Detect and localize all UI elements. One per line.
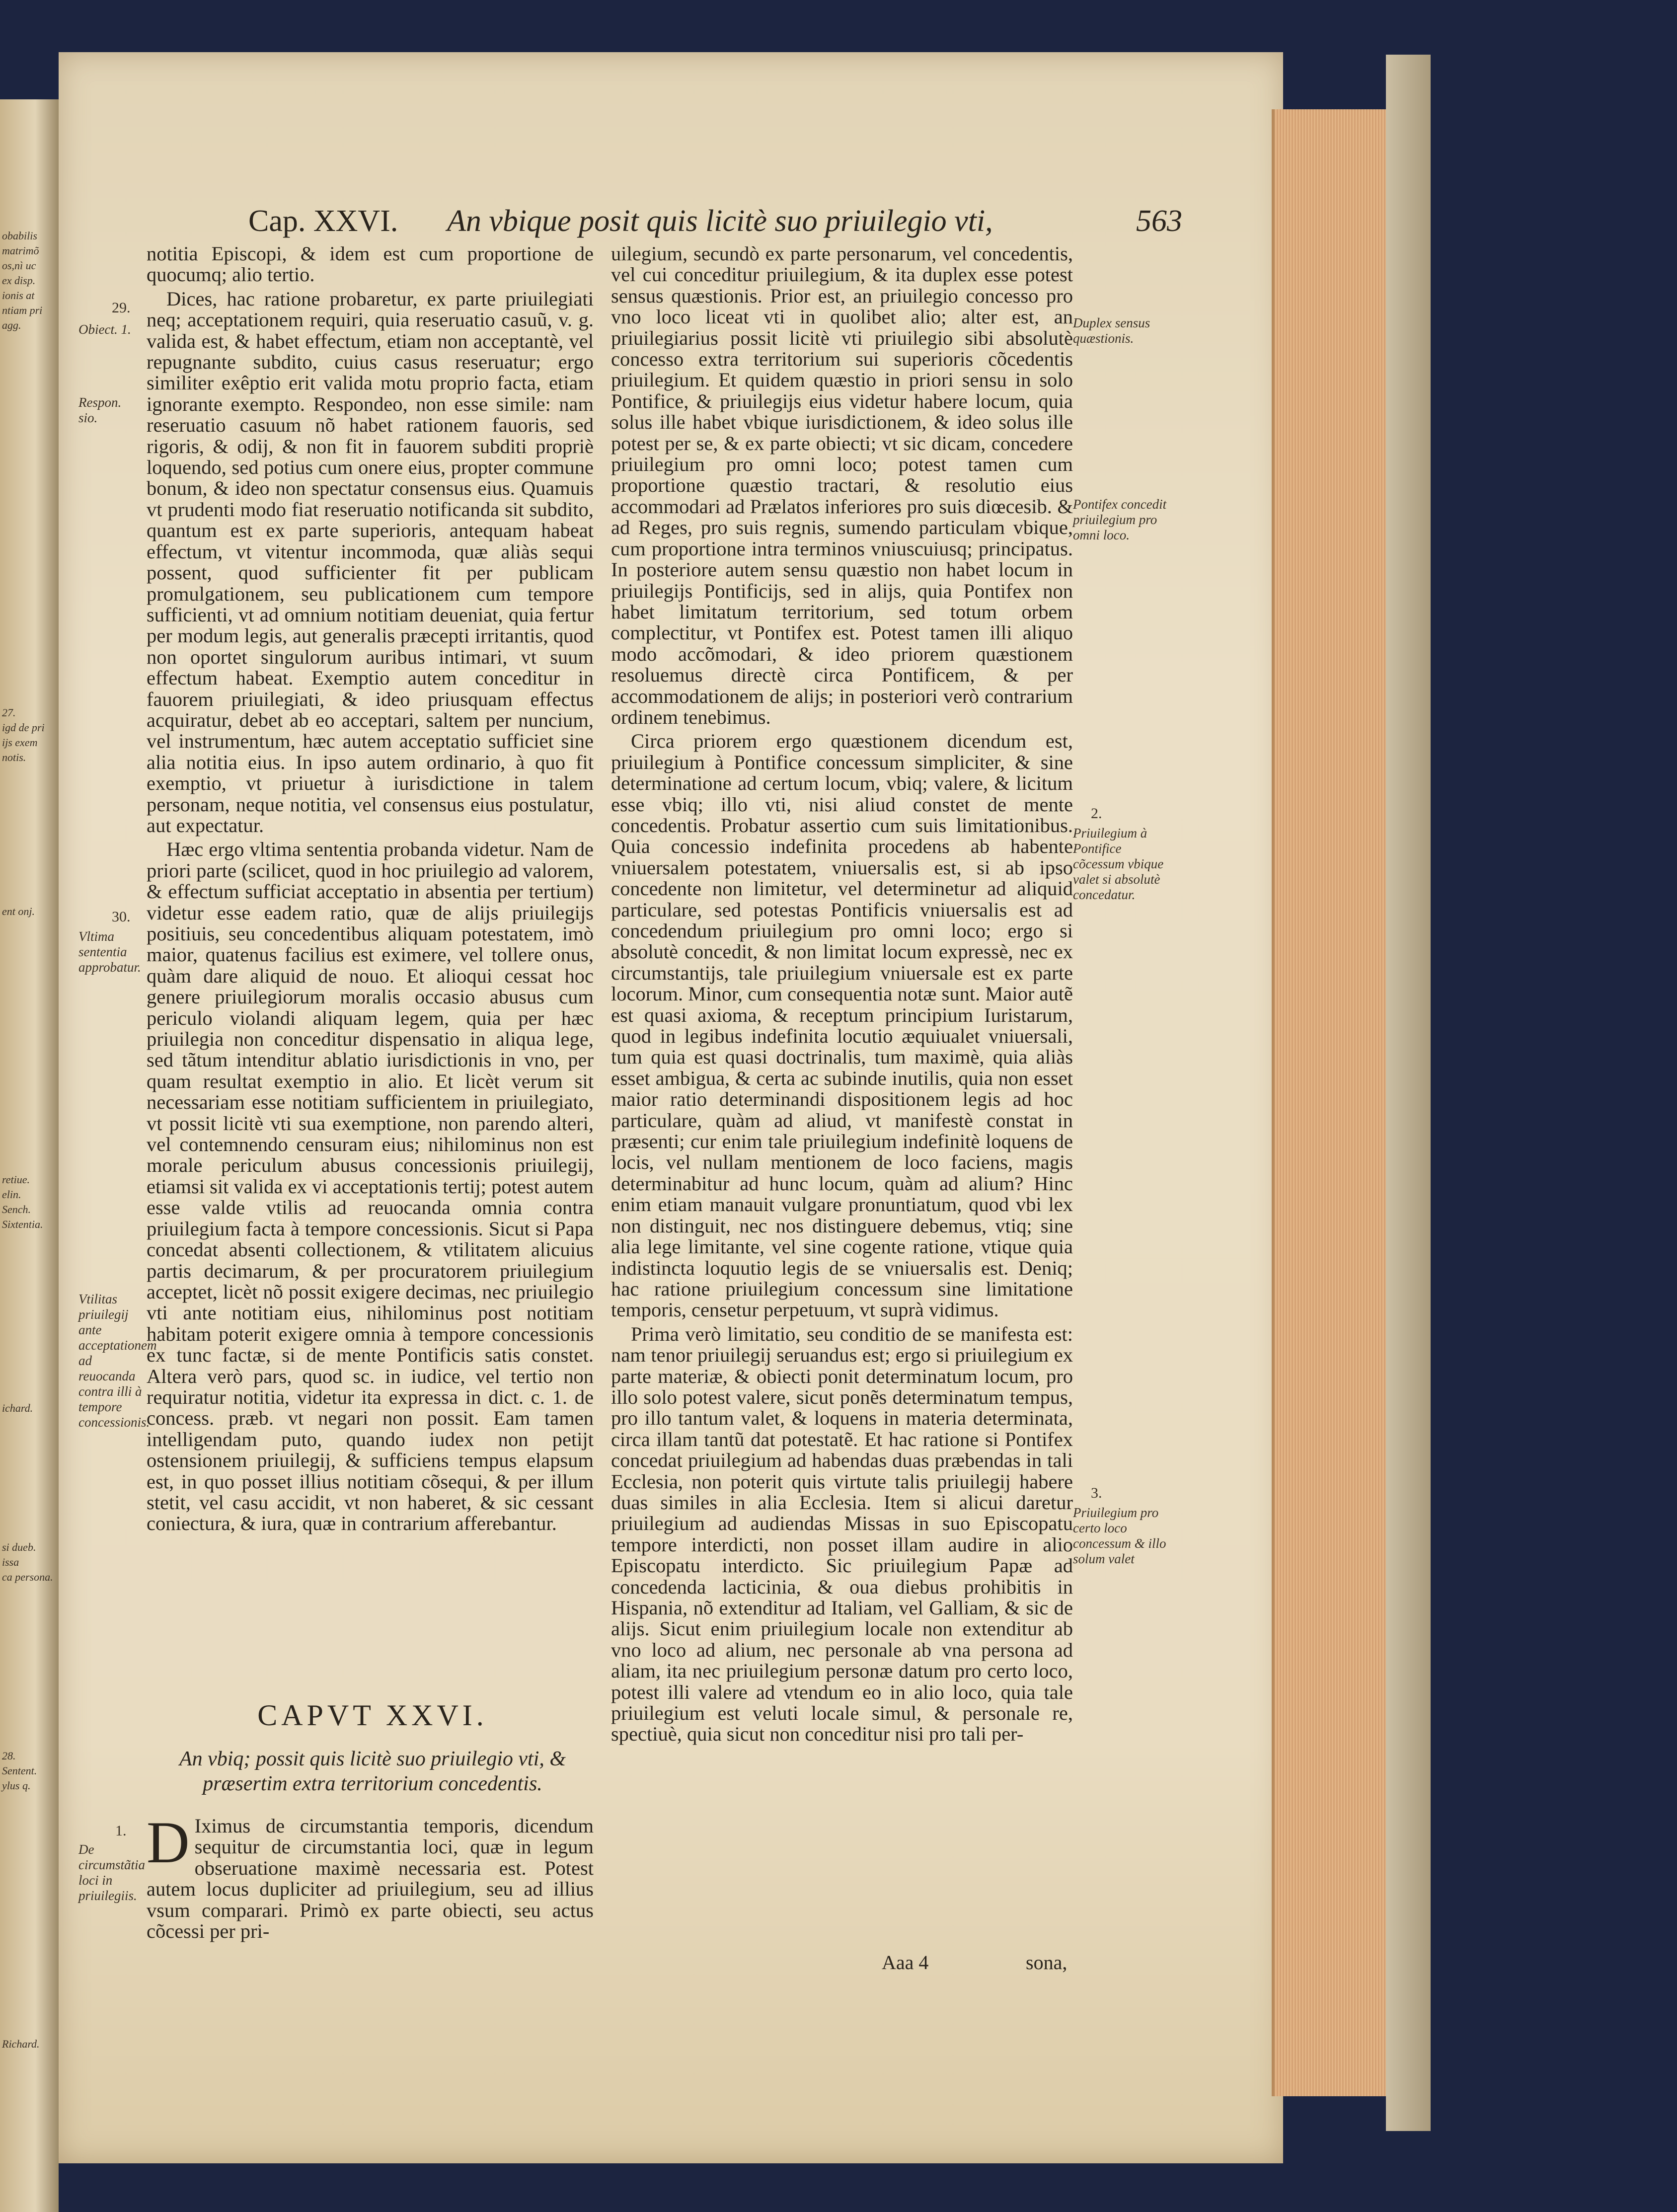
paragraph: notitia Episcopi, & idem est cum proportione de quocumq; alio tertio. — [147, 242, 594, 286]
chapter-title: CAPVT XXVI. — [257, 1699, 488, 1732]
signature-mark: Aaa 4 — [882, 1951, 929, 1974]
chapter-label: Cap. XXVI. — [248, 204, 398, 238]
drop-cap: D — [147, 1809, 190, 1875]
margin-number: 30. — [112, 909, 131, 925]
margin-note: Vtilitas priuilegij ante acceptationem ad reuocanda contra illi à tempore concessionis. — [78, 1292, 157, 1430]
left-column — [147, 243, 594, 1537]
margin-note: De circumstãtia loci in priuilegiis. — [78, 1842, 145, 1903]
margin-note: Respon. sio. — [78, 395, 122, 425]
margin-number: 29. — [112, 300, 131, 316]
margin-note: Vltima sententia approbatur. — [78, 929, 141, 975]
book-cover-edge — [1386, 55, 1431, 2131]
margin-number: 2. — [1091, 805, 1102, 822]
paragraph: Prima verò limitatio, seu conditio de se manifesta est: nam tenor priuilegij seruandus est; ergo si priuilegium ex parte materiæ, & obiecti ponit determinatum locum, pro illo solo potest valere, sicut ponẽs determinatum tempus, pro illo tantum valet, & loquens in materia determinata, circa illam tantũ dat potestatẽ. Et hac ratione si Pontifex concedat priuilegium ad habendas duas præbendas in tali Ecclesia, non poterit quis virtute talis priuilegij habere duas similes in alia Ecclesia. Item si alicui daretur priuilegium ad audiendas Missas in suo Episcopatu tempore interdicti, non posset illam audire in alio Episcopatu interdicto. Sic priuilegium Papæ ad concedenda lacticinia, & oua diebus prohibitis in Hispania, nõ extenditur ad Italiam, vel Galliam, & sic de alijs. Sicut enim priuilegium locale non extenditur ab vno loco ad alium, nec personale ab vna persona ad aliam, ita nec priuilegium personæ datum pro certo loco, potest illi valere ad vtendum eo in alio loco, quia tale priuilegium est veluti locale simul, & personale re, spectiuè, quia sicut non conceditur nisi pro tali per- — [611, 1322, 1073, 1746]
margin-note: Priuilegium à Pontifice cõcessum vbique valet si absolutè concedatur. — [1073, 826, 1164, 902]
chapter-opening — [147, 1809, 594, 1943]
running-header — [248, 201, 1182, 241]
paragraph: uilegium, secundò ex parte personarum, vel concedentis, vel cui conceditur priuilegium, & ita duplex esse potest sensus quæstionis. Prior est, an priuilegio concesso pro vno loco liceat vti in quolibet alio; alter est, an priuilegiarius possit licitè vti priuilegio sibi absolutè concesso extra territorium sui superioris cõcedentis priuilegium. Et quidem quæstio in priori sensu in solo Pontifice, & priuilegijs eius videtur habere locum, quia solus ille habet vbique iurisdictionem, & ideo solus ille potest per se, & ex parte obiecti; vt sic dicam, concedere priuilegium pro omni loco; potest tamen cum proportione quæstio tractari, & resolutio eius accommodari ad Prælatos inferiores pro suis diœcesib. & ad Reges, pro suis regnis, sumendo particulam vbique, cum proportione intra terminos vniuscuiusq; principatus. In posteriore autem sensu quæstio non habet locum in priuilegijs Pontificijs, sed in alijs, quia Pontifex non habet limitatum territorium, sed totum orbem complectitur, vt Pontifex est. Potest tamen illi aliquo modo accõmodari, & ideo priorem quæstionem resoluemus directè circa Pontificem, & per accommodationem de alijs; in posteriori verò contrarium ordinem tenebimus. — [611, 242, 1073, 728]
paragraph: Iximus de circumstantia temporis, dicendum sequitur de circumstantia loci, quæ in legum obseruatione maximè necessaria est. Potest autem locus dupliciter ad priuilegium, seu ad illius vsum comparari. Primò ex parte obiecti, seu actus cõcessi per pri- — [147, 1815, 594, 1943]
left-page-fragment: Richard. — [2, 2038, 40, 2050]
left-page-fragment: si dueb. issa ca persona. — [2, 1541, 53, 1583]
previous-page-edge — [0, 99, 59, 2212]
paragraph: Circa priorem ergo quæstionem dicendum est, priuilegium à Pontifice concessum simpliciter, & sine determinatione ad certum locum, vbiq; valere, & licitum esse vbiq; illo vti, nisi aliud constet de mente concedentis. Probatur assertio cum suis limitationibus. Quia concessio indefinita procedens ab habente vniuersalem potestatem, vniuersalis est, si ab ipso concedente non limitetur, vel determinetur ad aliquid particulare, sed potestas Pontificis vniuersalis est ad concedendum priuilegium pro omni loco; ergo si absolutè concedit, & non limitat locum expressè, nec ex circumstantijs, tale priuilegium vniuersale est ex parte locorum. Minor, cum consequentia notæ sunt. Maior autẽ est quasi axioma, & receptum principium Iuristarum, quod in legibus indefinita locutio æquiualet vniuersali, tum quia est quasi doctrinalis, tum maximè, quia aliàs esset ambigua, & certa ac subinde inutilis, quia non esset maior ratio determinandi dispositionem legis ad hoc particulare, quàm ad aliud, vt manifestè constat in præsenti; cur enim tale priuilegium indefinitè loquens de locis, vel nullam mentionem de loco faciens, magis determinabitur ad hunc locum, quàm ad alium? Hinc enim etiam manauit vulgare pronuntiatum, quod vbi lex non distinguit, nec nos distinguere debemus, vtiq; sine alia lege limitante, vel sine cogente ratione, vtique quia indistincta loquutio legis de se vniuersalis est. Deniq; hac ratione priuilegium concessum sine limitatione temporis, censetur perpetuum, vt suprà vidimus. — [611, 730, 1073, 1321]
left-page-fragment: ichard. — [2, 1402, 33, 1414]
margin-note: Duplex sensus quæstionis. — [1073, 315, 1150, 346]
book-fore-edge — [1272, 109, 1389, 2096]
left-page-fragment: retiue. elin. Sench. Sixtentia. — [2, 1173, 43, 1230]
margin-note: Obiect. 1. — [78, 322, 131, 337]
running-title: An vbique posit quis licitè suo priuilegio vti, — [447, 204, 993, 238]
catchword: sona, — [1026, 1951, 1067, 1974]
margin-number: 3. — [1091, 1485, 1102, 1501]
left-page-fragment: obabilis matrimõ os,nì uc ex disp. ionis at ntiam pri agg. — [2, 229, 43, 331]
paragraph: Hæc ergo vltima sententia probanda videtur. Nam de priori parte (scilicet, quod in hoc priuilegio ad valorem, & effectum sufficiat acceptatio in absentia per tertium) videtur esse eadem ratio, quæ de alijs priuilegijs positiuis, seu concedentibus aliquam potestatem, imò maior, quatenus facilius est eximere, vel tollere onus, quàm dare aliquid de nouo. Et alioqui cessat hoc genere priuilegiorum moralis occasio abusus cum periculo violandi aliquam legem, quia per hæc priuilegia non conceditur dispensatio in aliqua lege, sed tãtum intenditur ablatio iurisdictionis in vno, per quam resultat exemptio in alio. Et licèt verum sit necessariam esse notitiam sufficientem in priuilegiato, vt possit licitè vti sua exemptione, non parendo alteri, vel contemnendo censuram eius; nihilominus non est morale periculum abusus concessionis priuilegij, etiamsi sit valida ex vi acceptationis tertij; potest autem esse valde vtilis ad reuocanda omnia contra priuilegium facta à tempore concessionis. Sicut si Papa concedat absenti collectionem, & vtilitatem alicuius partis decimarum, & per procuratorem priuilegium acceptet, licèt nõ possit exigere decimas, nec priuilegio vti ante notitiam eius, nihilominus post notitiam habitam poterit exigere omnia à tempore concessionis ex tunc factæ, si de mente Pontificis satis constet. Altera verò pars, quod sc. in iudice, vel tertio non requiratur notitia, videtur ita expressa in dict. c. 1. de concess. præb. vt negari non possit. Eam tamen intelligendam puto, quando iudex non petijt ostensionem priuilegij, & sufficiens tempus elapsum est, in quo posset illius notitiam cõsequi, & per illum stetit, vel casu accidit, vt non haberet, & sic cessant coniectura, & iura, quæ in contrarium afferebantur. — [147, 838, 594, 1535]
left-page-fragment: 27. igd de pri ijs exem notis. — [2, 706, 45, 763]
margin-note: Pontifex concedit priuilegium pro omni loco. — [1073, 497, 1167, 542]
chapter-heading — [149, 1698, 596, 1796]
right-column — [611, 243, 1073, 1748]
margin-note: Priuilegium pro certo loco concessum & illo solum valet — [1073, 1505, 1166, 1566]
paragraph: Dices, hac ratione probaretur, ex parte priuilegiati neq; acceptationem requiri, quia reseruatio casuũ, v. g. valida est, & habet effectum, etiam non acceptantè, vel repugnante subdito, cuius casus reseruatur; ergo similiter exêptio erit valida motu proprio facta, etiam ignorante exempto. Respondeo, non esse simile: nam reseruatio casuum nõ habet rationem fauoris, sed rigoris, & odij, & non fit in fauorem subditi propriè loquendo, sed potius cum onere eius, propter commune bonum, & ideo non spectatur consensus eius. Quamuis vt prudenti modo fiat reseruatio notificanda sit subdito, quantum est ex parte superioris, antequam habeat effectum, vt vitentur incommoda, quæ aliàs sequi possent, quod sufficienter fit per publicam promulgationem, seu publicationem cum tempore sufficienti, vt ad omnium notitiam deueniat, quia fertur per modum legis, aut generalis præcepti irritantis, quod non oportet singulorum auribus intimari, vt suum effectum habeat. Exemptio autem conceditur in fauorem priuilegiati, & ideo priusquam effectus acquiratur, debet ab eo acceptari, saltem per nuncium, vel instrumentum, hæc autem acceptatio sufficiet sine alia notitia eius. In ipso autem ordinario, à quo fit exemptio, vt priuetur à iurisdictione in talem personam, neque notitia, vel consensus eius postulatur, aut expectatur. — [147, 287, 594, 837]
chapter-subtitle: An vbiq; possit quis licitè suo priuilegio vti, & præsertim extra territorium concedentis. — [179, 1748, 566, 1795]
left-page-fragment: 28. Sentent. ylus q. — [2, 1750, 37, 1792]
margin-number: 1. — [115, 1823, 127, 1839]
page-number: 563 — [1136, 204, 1182, 238]
left-page-fragment: ent onj. — [2, 905, 35, 917]
